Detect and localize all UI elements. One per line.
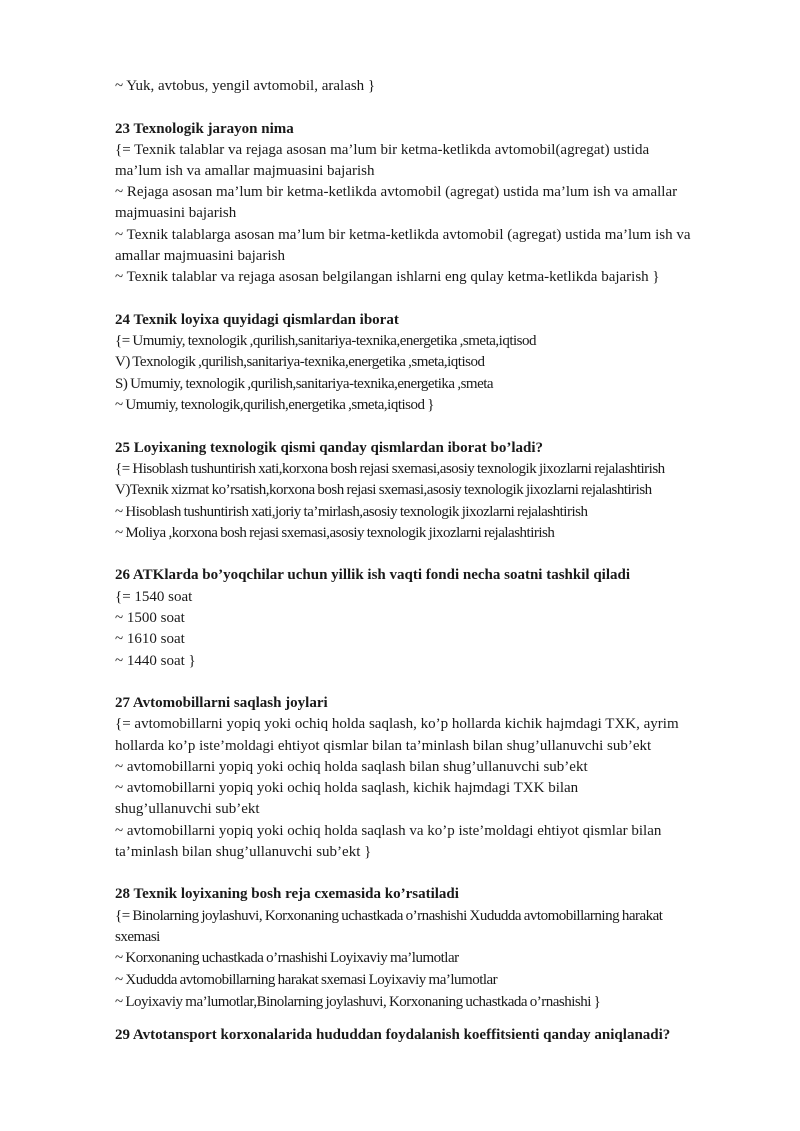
answer-correct: {= Umumiy, texnologik ,qurilish,sanitariya-texnika,energetika ,smeta,iqtisod — [115, 333, 536, 349]
answer-option: ~ Rejaga asosan ma’lum bir ketma-ketlikda avtomobil (agregat) ustida ma’lum ish va amallar — [115, 184, 678, 200]
answer-option: V)Texnik xizmat ko’rsatish,korxona bosh rejasi sxemasi,asosiy texnologik jixozlarni rejalashtirish — [115, 482, 652, 498]
answer-correct: {= Hisoblash tushuntirish xati,korxona bosh rejasi sxemasi,asosiy texnologik jixozlarni rejalashtirish — [115, 461, 665, 477]
answer-option: ~ Texnik talablarga asosan ma’lum bir ketma-ketlikda avtomobil (agregat) ustida ma’lum ish va — [115, 227, 691, 243]
answer-correct: {= Binolarning joylashuvi, Korxonaning uchastkada o’rnashishi Xududda avtomobillarning harakat — [115, 908, 663, 924]
answer-option: ~ Texnik talablar va rejaga asosan belgilangan ishlarni eng qulay ketma-ketlikda bajarish } — [115, 269, 660, 285]
answer-continuation: ta’minlash bilan shug’ullanuvchi sub’ekt } — [115, 844, 372, 860]
answer-continuation: hollarda ko’p iste’moldagi ehtiyot qismlar bilan ta’minlash bilan shug’ullanuvchi sub’ekt — [115, 738, 652, 754]
answer-option: ~ avtomobillarni yopiq yoki ochiq holda saqlash, kichik hajmdagi TXK bilan — [115, 780, 579, 796]
answer-continuation: sxemasi — [115, 929, 160, 945]
answer-option: ~ 1610 soat — [115, 631, 185, 647]
answer-option: ~ 1500 soat — [115, 610, 185, 626]
question-title: 29 Avtotansport korxonalarida hududdan foydalanish koeffitsienti qanday aniqlanadi? — [115, 1027, 671, 1043]
answer-option: ~ Hisoblash tushuntirish xati,joriy ta’mirlash,asosiy texnologik jixozlarni rejalashtirish — [115, 504, 588, 520]
answer-correct: {= avtomobillarni yopiq yoki ochiq holda saqlash, ko’p hollarda kichik hajmdagi TXK, ayrim — [115, 716, 679, 732]
answer-continuation: ma’lum ish va amallar majmuasini bajarish — [115, 163, 375, 179]
question-title: 27 Avtomobillarni saqlash joylari — [115, 695, 328, 711]
question-title: 26 ATKlarda bo’yoqchilar uchun yillik ish vaqti fondi necha soatni tashkil qiladi — [115, 567, 631, 583]
answer-option: ~ Loyixaviy ma’lumotlar,Binolarning joylashuvi, Korxonaning uchastkada o’rnashishi } — [115, 994, 601, 1010]
question-title: 23 Texnologik jarayon nima — [115, 121, 294, 137]
answer-continuation: amallar majmuasini bajarish — [115, 248, 285, 264]
answer-option: ~ avtomobillarni yopiq yoki ochiq holda saqlash bilan shug’ullanuvchi sub’ekt — [115, 759, 588, 775]
answer-continuation: shug’ullanuvchi sub’ekt — [115, 801, 260, 817]
answer-option: ~ Yuk, avtobus, yengil avtomobil, aralash } — [115, 78, 376, 94]
answer-option: ~ Xududda avtomobillarning harakat sxemasi Loyixaviy ma’lumotlar — [115, 972, 498, 988]
answer-correct: {= Texnik talablar va rejaga asosan ma’lum bir ketma-ketlikda avtomobil(agregat) ustida — [115, 142, 650, 158]
answer-continuation: majmuasini bajarish — [115, 205, 237, 221]
answer-option: ~ Umumiy, texnologik,qurilish,energetika ,smeta,iqtisod } — [115, 397, 434, 413]
answer-correct: {= 1540 soat — [115, 589, 193, 605]
answer-option: ~ Moliya ,korxona bosh rejasi sxemasi,asosiy texnologik jixozlarni rejalashtirish — [115, 525, 555, 541]
answer-option: ~ Korxonaning uchastkada o’rnashishi Loyixaviy ma’lumotlar — [115, 950, 459, 966]
question-title: 28 Texnik loyixaning bosh reja cxemasida ko’rsatiladi — [115, 886, 459, 902]
question-title: 24 Texnik loyixa quyidagi qismlardan iborat — [115, 312, 399, 328]
answer-option: S) Umumiy, texnologik ,qurilish,sanitariya-texnika,energetika ,smeta — [115, 376, 494, 392]
answer-option: V) Texnologik ,qurilish,sanitariya-texnika,energetika ,smeta,iqtisod — [115, 354, 485, 370]
answer-option: ~ avtomobillarni yopiq yoki ochiq holda saqlash va ko’p iste’moldagi ehtiyot qismlar bilan — [115, 823, 662, 839]
question-title: 25 Loyixaning texnologik qismi qanday qismlardan iborat bo’ladi? — [115, 440, 544, 456]
answer-option: ~ 1440 soat } — [115, 653, 196, 669]
